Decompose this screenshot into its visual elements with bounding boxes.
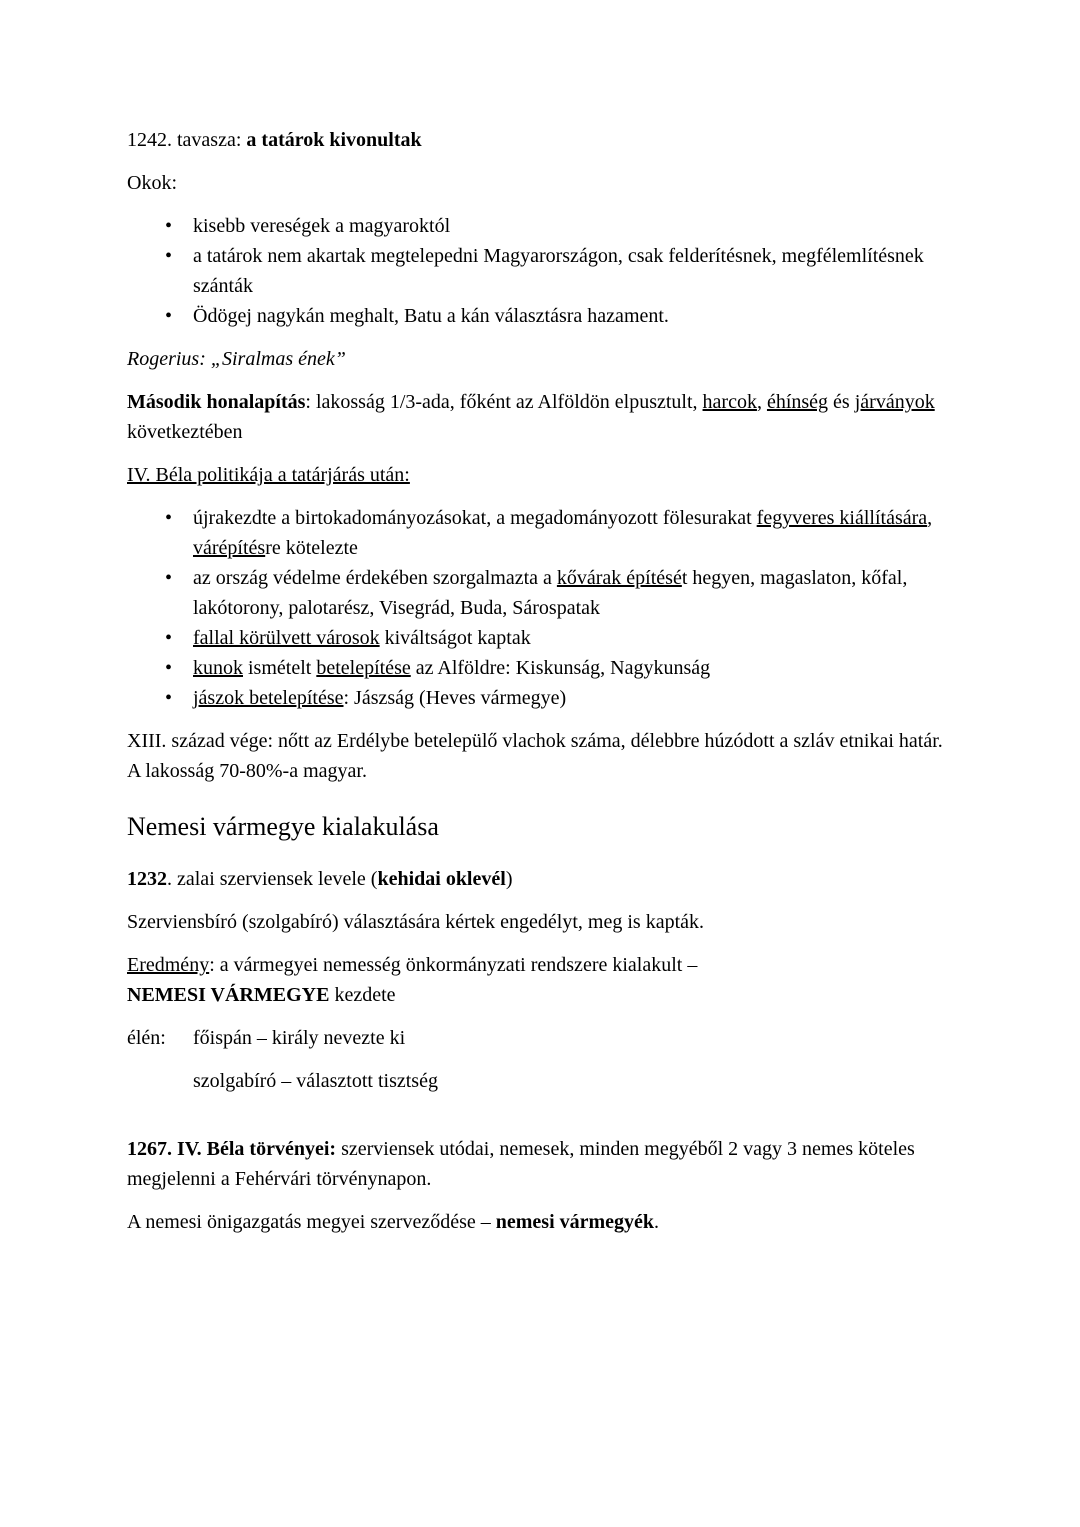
text-run: re kötelezte xyxy=(265,537,358,559)
para-xiii-szazad-vege xyxy=(127,726,953,786)
text-run: : a vármegyei nemesség önkormányzati rendszere kialakult – xyxy=(209,954,698,976)
text-run: következtében xyxy=(127,391,940,443)
text-run: . xyxy=(654,1211,660,1233)
para-nemesi-onigazgatas xyxy=(127,1207,953,1237)
para-rogerius xyxy=(127,344,953,374)
text-run: . zalai szerviensek levele ( xyxy=(167,868,378,890)
text-run: szerviensek utódai, nemesek, minden megyéből 2 vagy 3 nemes köteles megjelenni a Fehérvári törvénynapon. xyxy=(127,1138,920,1190)
document-body xyxy=(127,125,953,1237)
text-run: élén: főispán – király nevezte ki xyxy=(127,1027,406,1049)
list-okok xyxy=(127,211,953,331)
text-run: fegyveres kiállítására xyxy=(756,507,928,529)
text-run: Rogerius: „Siralmas ének” xyxy=(127,348,346,370)
text-run: 1242. tavasza: xyxy=(127,129,247,151)
text-run: Nemesi vármegye kialakulása xyxy=(127,812,439,841)
text-run: ) xyxy=(505,868,513,890)
bullet-item xyxy=(127,301,953,331)
text-run: Ödögej nagykán meghalt, Batu a kán választásra hazament. xyxy=(193,305,669,327)
text-run: nemesi vármegyék xyxy=(495,1211,655,1233)
text-run: éhínség xyxy=(766,391,829,413)
text-run: betelepítése xyxy=(316,657,411,679)
text-run: Okok: xyxy=(127,172,177,194)
bullet-item xyxy=(127,563,953,623)
bullet-item xyxy=(127,623,953,653)
text-run: , xyxy=(927,507,938,529)
text-run: és xyxy=(828,391,855,413)
para-masodik-honalapitas xyxy=(127,387,953,447)
text-run: fallal körülvett városok xyxy=(193,627,380,649)
text-run: várépítés xyxy=(193,537,266,559)
para-szerviensbiro xyxy=(127,907,953,937)
para-elen-foispan xyxy=(127,1023,953,1053)
text-run: az Alföldre: Kiskunság, Nagykunság xyxy=(410,657,711,679)
list-iv-bela-intezkedesei xyxy=(127,503,953,713)
text-run: jászok betelepítése xyxy=(193,687,344,709)
text-run: az ország védelme érdekében szorgalmazta a xyxy=(193,567,557,589)
text-run: szolgabíró – választott tisztség xyxy=(127,1070,438,1092)
text-run: , xyxy=(756,391,767,413)
bullet-item xyxy=(127,241,953,301)
text-run: NEMESI VÁRMEGYE xyxy=(127,984,330,1006)
text-run: újrakezdte a birtokadományozásokat, a megadományozott fölesurakat xyxy=(193,507,757,529)
text-run: Második honalapítás xyxy=(127,391,306,413)
text-run: Szerviensbíró (szolgabíró) választására kértek engedélyt, meg is kapták. xyxy=(127,911,705,933)
bullet-item xyxy=(127,211,953,241)
text-run: kezdete xyxy=(329,984,396,1006)
text-run: ismételt xyxy=(243,657,317,679)
text-run: 1232 xyxy=(127,868,167,890)
text-run: a tatárok kivonultak xyxy=(246,129,422,151)
text-run: t hegyen, magaslaton, kőfal, lakótorony, palotarész, Visegrád, Buda, Sárospatak xyxy=(193,567,913,619)
text-run: : Jászság (Heves vármegye) xyxy=(343,687,567,709)
text-run: a tatárok nem akartak megtelepedni Magyarországon, csak felderítésnek, megfélemlítésnek szánták xyxy=(193,245,929,297)
para-1232-kehidai xyxy=(127,864,953,894)
empty-paragraph xyxy=(127,1109,953,1134)
text-run: kehidai oklevél xyxy=(377,868,506,890)
text-run: járványok xyxy=(854,391,935,413)
text-run: IV. Béla politikája a tatárjárás után: xyxy=(127,464,410,486)
para-1267-torvenyei xyxy=(127,1134,953,1194)
text-run: kunok xyxy=(193,657,243,679)
bullet-item xyxy=(127,503,953,563)
para-okok xyxy=(127,168,953,198)
para-szolgabiro xyxy=(127,1066,953,1096)
bullet-item xyxy=(127,653,953,683)
text-run: harcok xyxy=(702,391,757,413)
para-iv-bela-politikaja xyxy=(127,460,953,490)
heading-nemesi-varmegye xyxy=(127,810,953,844)
text-run: kővárak építésé xyxy=(556,567,682,589)
text-run: kiváltságot kaptak xyxy=(379,627,531,649)
text-run: XIII. század vége: nőtt az Erdélybe betelepülő vlachok száma, délebbre húzódott a szláv etnikai határ. A lakosság 70-80%-a magyar. xyxy=(127,730,947,782)
bullet-item xyxy=(127,683,953,713)
text-run: Eredmény xyxy=(127,954,210,976)
para-1242-tavasza xyxy=(127,125,953,155)
text-run: A nemesi önigazgatás megyei szerveződése – xyxy=(127,1211,496,1233)
para-eredmeny xyxy=(127,950,953,1010)
text-run: kisebb vereségek a magyaroktól xyxy=(193,215,451,237)
text-run: 1267. IV. Béla törvényei: xyxy=(127,1138,337,1160)
text-run: : lakosság 1/3-ada, főként az Alföldön elpusztult, xyxy=(305,391,703,413)
